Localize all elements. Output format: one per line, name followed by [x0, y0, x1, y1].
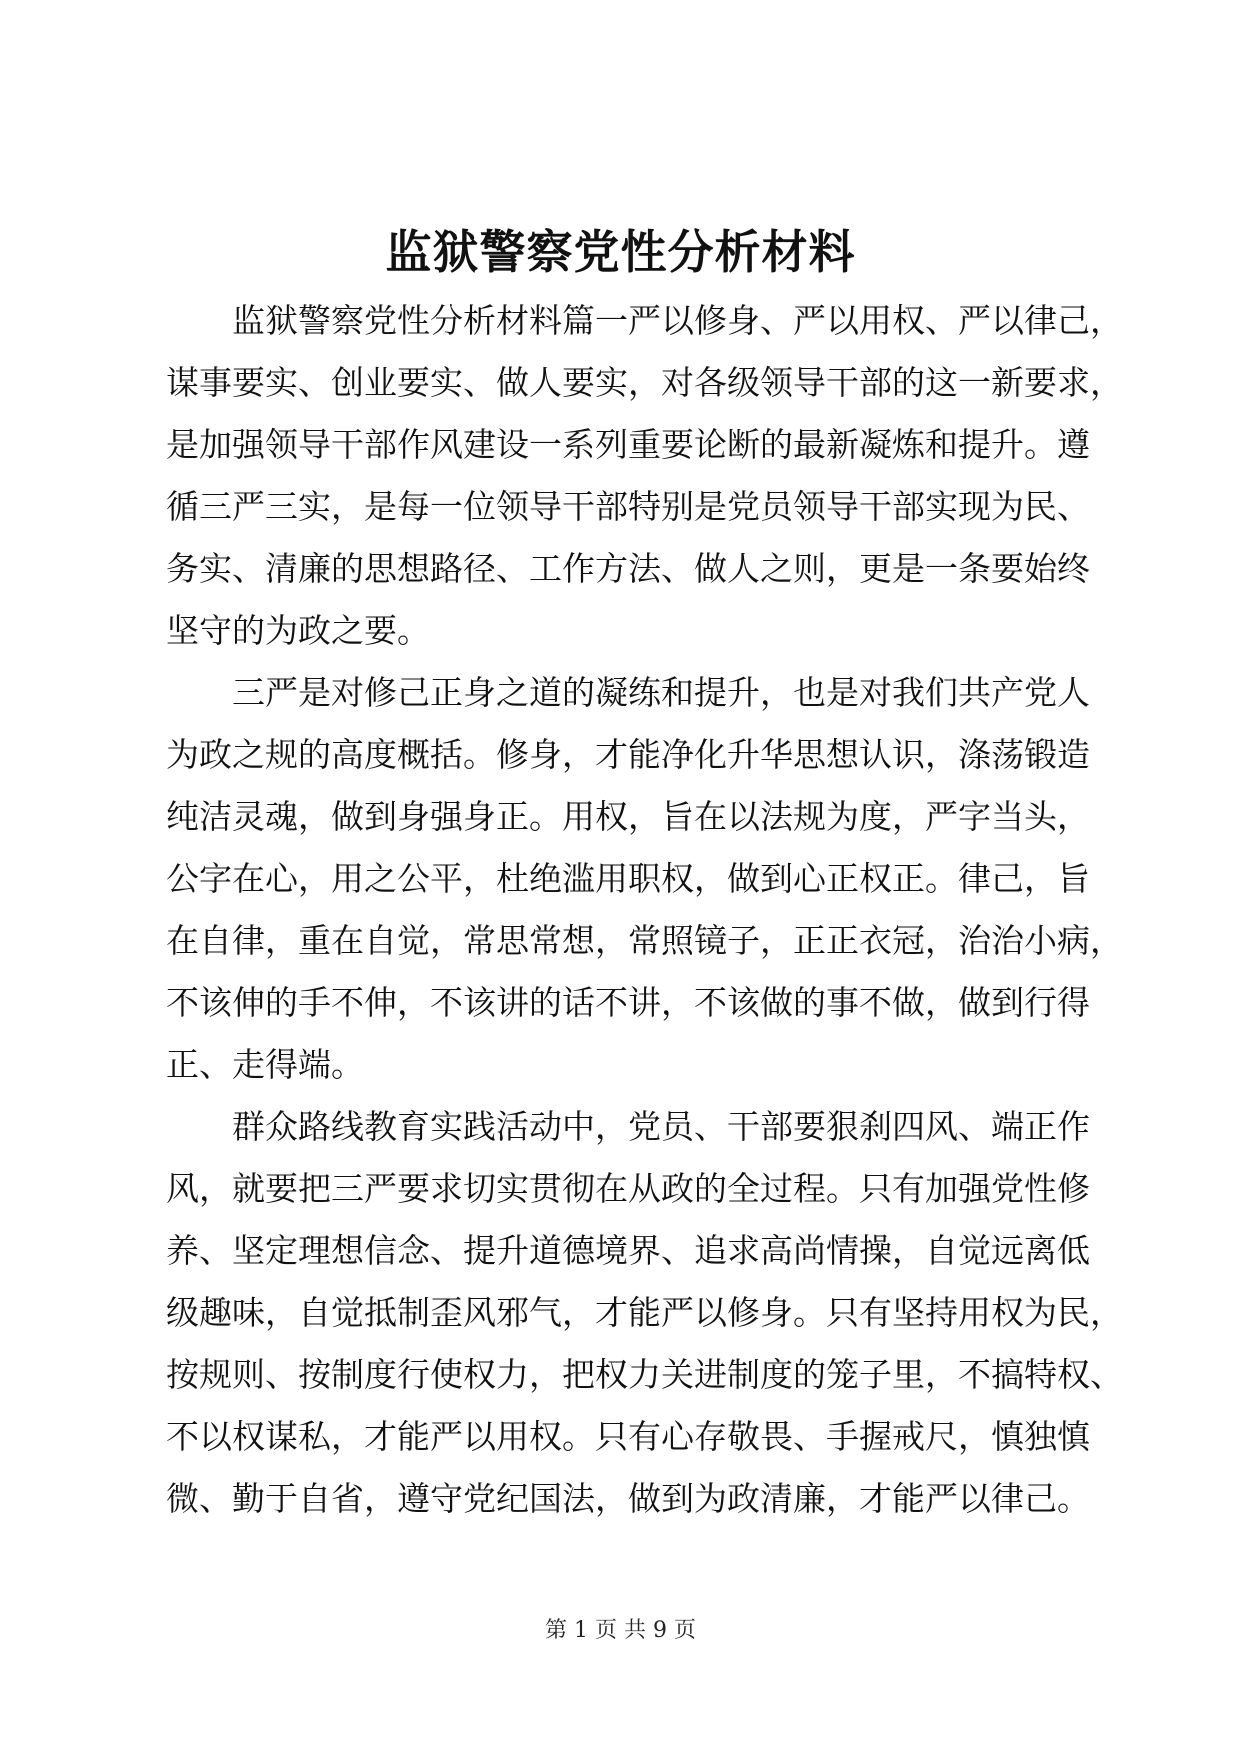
page-indicator: 第 1 页 共 9 页 — [545, 1618, 696, 1643]
paragraph-line: 不以权谋私，才能严以用权。只有心存敬畏、手握戒尺，慎独慎 — [166, 1417, 1090, 1456]
paragraph-1 — [166, 290, 1123, 662]
paragraph-line: 坚守的为政之要。 — [166, 611, 430, 650]
paragraph-line: 为政之规的高度概括。修身，才能净化升华思想认识，涤荡锻造 — [166, 735, 1090, 774]
paragraph-line: 正、走得端。 — [166, 1045, 364, 1084]
paragraph-line: 是加强领导干部作风建设一系列重要论断的最新凝炼和提升。遵 — [166, 425, 1090, 464]
paragraph-line: 务实、清廉的思想路径、工作方法、做人之则，更是一条要始终 — [166, 549, 1090, 588]
paragraph-line: 群众路线教育实践活动中，党员、干部要狠刹四风、端正作 — [232, 1107, 1090, 1146]
paragraph-line: 循三严三实，是每一位领导干部特别是党员领导干部实现为民、 — [166, 487, 1090, 526]
paragraph-2 — [166, 662, 1123, 1096]
paragraph-line: 监狱警察党性分析材料篇一严以修身、严以用权、严以律己， — [232, 301, 1123, 340]
paragraph-line: 纯洁灵魂，做到身强身正。用权，旨在以法规为度，严字当头， — [166, 797, 1090, 836]
document-title: 监狱警察党性分析材料 — [385, 225, 856, 279]
document-body — [166, 290, 1123, 1530]
paragraph-line: 公字在心，用之公平，杜绝滥用职权，做到心正权正。律己，旨 — [166, 859, 1090, 898]
paragraph-line: 养、坚定理想信念、提升道德境界、追求高尚情操，自觉远离低 — [166, 1231, 1090, 1270]
paragraph-line: 在自律，重在自觉，常思常想，常照镜子，正正衣冠，治治小病， — [166, 921, 1123, 960]
paragraph-line: 风，就要把三严要求切实贯彻在从政的全过程。只有加强党性修 — [166, 1169, 1090, 1208]
paragraph-3 — [166, 1096, 1123, 1530]
paragraph-line: 微、勤于自省，遵守党纪国法，做到为政清廉，才能严以律己。 — [166, 1479, 1090, 1518]
paragraph-line: 不该伸的手不伸，不该讲的话不讲，不该做的事不做，做到行得 — [166, 983, 1090, 1022]
paragraph-line: 级趣味，自觉抵制歪风邪气，才能严以修身。只有坚持用权为民， — [166, 1293, 1123, 1332]
paragraph-line: 按规则、按制度行使权力，把权力关进制度的笼子里，不搞特权、 — [166, 1355, 1123, 1394]
paragraph-line: 谋事要实、创业要实、做人要实，对各级领导干部的这一新要求， — [166, 363, 1123, 402]
paragraph-line: 三严是对修己正身之道的凝练和提升，也是对我们共产党人 — [232, 673, 1090, 712]
